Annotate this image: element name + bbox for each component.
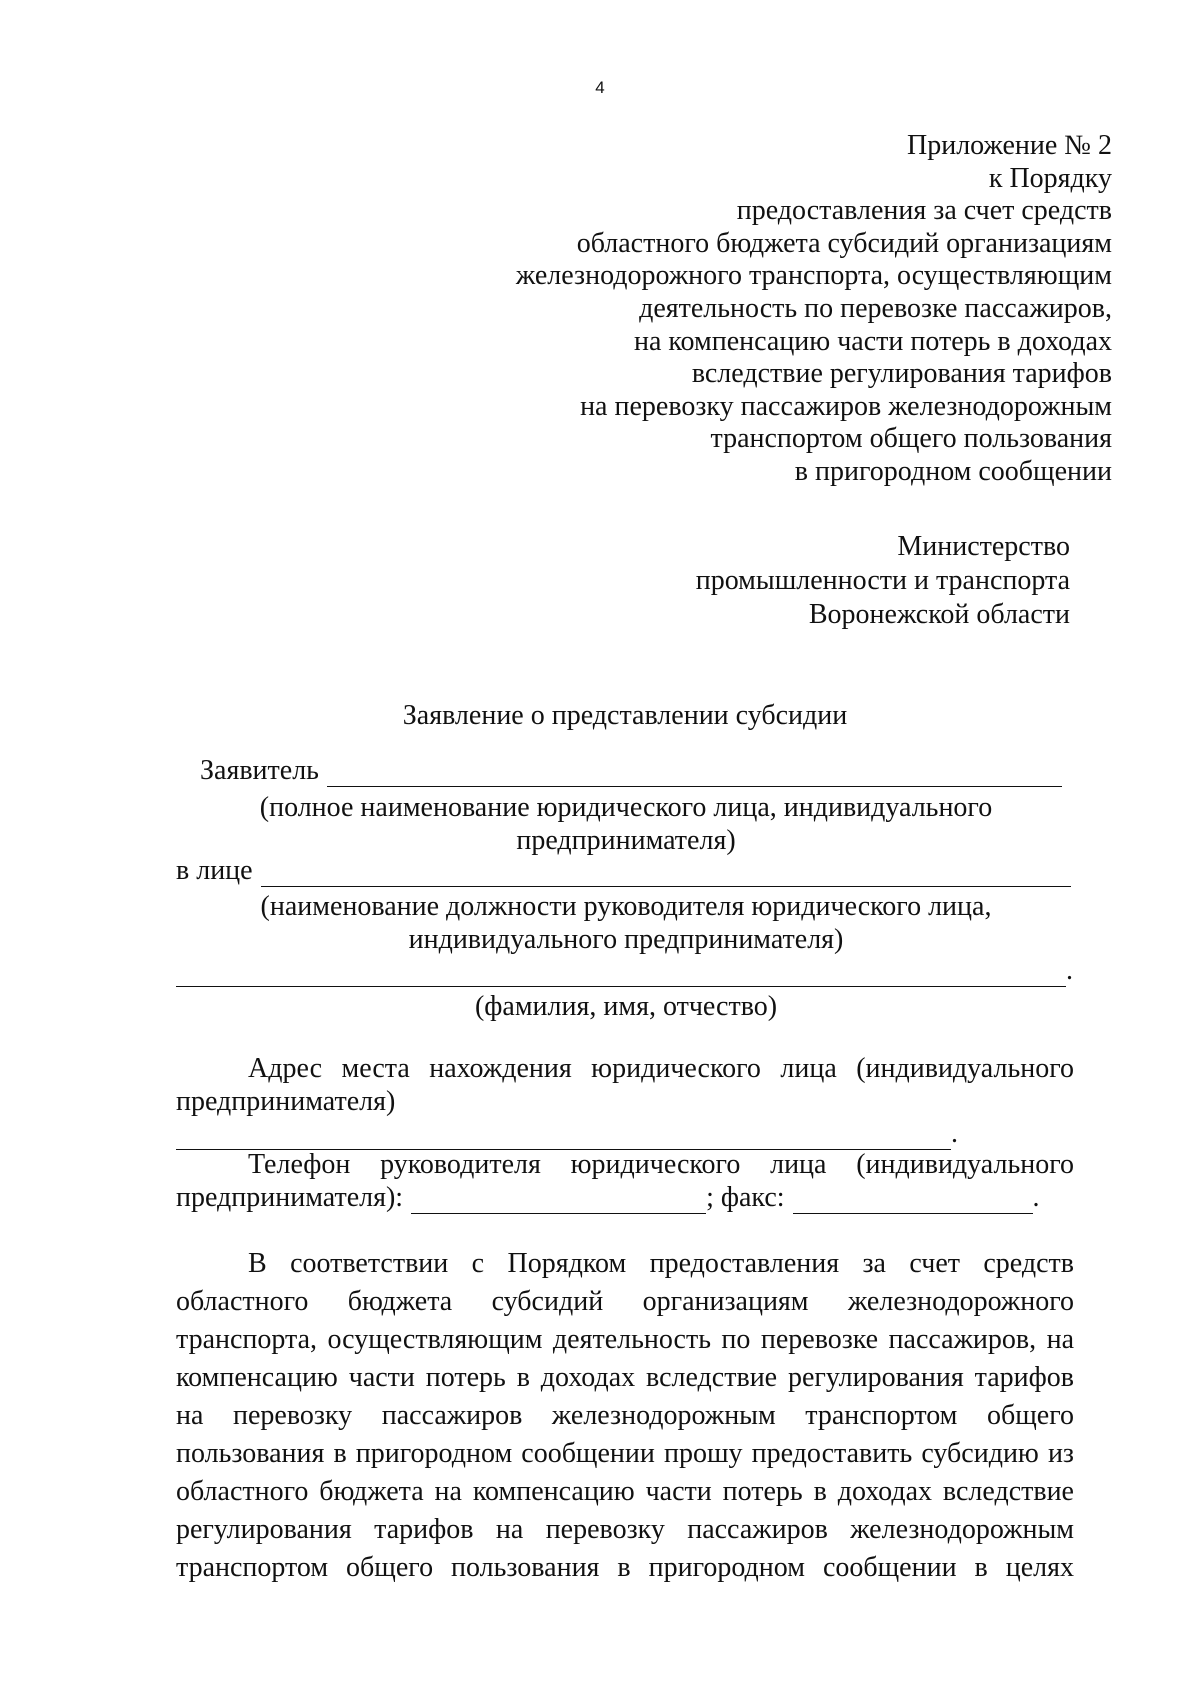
position-caption-line: (наименование должности руководителя юридического лица, [260, 891, 992, 922]
appendix-header [312, 130, 1112, 489]
body-paragraph [176, 1245, 1074, 1587]
appendix-line: на перевозку пассажиров железнодорожным [580, 390, 1112, 422]
addressee-line: Министерство [897, 531, 1070, 562]
body-line: на перевозку пассажиров железнодорожным транспортом общего [176, 1400, 1074, 1431]
body-line: В соответствии с Порядком предоставления за счет средств [248, 1248, 1074, 1279]
addressee-block [470, 530, 1070, 632]
body-line: транспортом общего пользования в пригородном сообщении в целях [176, 1552, 1074, 1583]
applicant-caption [176, 791, 1076, 857]
appendix-line: железнодорожного транспорта, осуществляющим [515, 260, 1112, 292]
phone-input-line[interactable] [411, 1189, 706, 1214]
represented-by-field [176, 855, 1071, 887]
appendix-line: на компенсацию части потерь в доходах [633, 325, 1112, 357]
fio-caption: (фамилия, имя, отчество) [474, 991, 778, 1022]
body-line: областного бюджета на компенсацию части потерь в доходах вследствие [176, 1476, 1074, 1507]
phone-label: предпринимателя): [176, 1182, 404, 1213]
applicant-input-line[interactable] [327, 762, 1062, 787]
body-line: транспорта, осуществляющим деятельность по перевозке пассажиров, на [176, 1324, 1074, 1355]
appendix-line: к Порядку [988, 162, 1112, 194]
fio-input-line[interactable] [176, 962, 1066, 987]
phone-field [176, 1182, 1040, 1214]
appendix-line: вследствие регулирования тарифов [691, 358, 1112, 390]
appendix-line: Приложение № 2 [907, 130, 1112, 161]
body-line: пользования в пригородном сообщении прошу предоставить субсидию из [176, 1438, 1074, 1469]
address-line: предпринимателя) [176, 1088, 396, 1117]
appendix-line: транспортом общего пользования [710, 423, 1112, 455]
fio-field [176, 955, 1073, 987]
body-line: компенсацию части потерь в доходах вследствие регулирования тарифов [176, 1362, 1074, 1393]
fax-label: ; факс: [706, 1182, 785, 1213]
phone-line: Телефон руководителя юридического лица (индивидуального [248, 1149, 1074, 1180]
applicant-label: Заявитель [200, 755, 319, 786]
fax-input-line[interactable] [793, 1189, 1033, 1214]
fio-terminator: . [1066, 955, 1073, 986]
appendix-line: предоставления за счет средств [736, 195, 1112, 227]
address-field [176, 1118, 958, 1150]
body-line: регулирования тарифов на перевозку пассажиров железнодорожным [176, 1514, 1074, 1545]
addressee-line: Воронежской области [808, 599, 1070, 630]
addressee-line: промышленности и транспорта [695, 565, 1070, 596]
applicant-caption-line: (полное наименование юридического лица, индивидуального [259, 792, 993, 823]
address-block [176, 1050, 1074, 1122]
applicant-caption-line: предпринимателя) [516, 825, 736, 856]
represented-by-label: в лице [176, 855, 253, 886]
appendix-line: деятельность по перевозке пассажиров, [639, 292, 1112, 324]
applicant-field [200, 755, 1062, 787]
position-caption-line: индивидуального предпринимателя) [408, 924, 844, 955]
body-line: областного бюджета субсидий организациям железнодорожного [176, 1286, 1074, 1317]
document-title: Заявление о представлении субсидии [402, 700, 848, 731]
address-line: Адрес места нахождения юридического лица (индивидуального [248, 1053, 1074, 1084]
phone-terminator: . [1032, 1182, 1040, 1213]
appendix-line: в пригородном сообщении [794, 455, 1112, 487]
address-terminator: . [951, 1118, 958, 1149]
page-number: 4 [595, 78, 605, 97]
position-caption [176, 890, 1076, 956]
address-input-line[interactable] [176, 1125, 951, 1150]
position-input-line[interactable] [261, 862, 1071, 887]
appendix-line: областного бюджета субсидий организациям [576, 227, 1112, 259]
phone-block [176, 1148, 1074, 1182]
